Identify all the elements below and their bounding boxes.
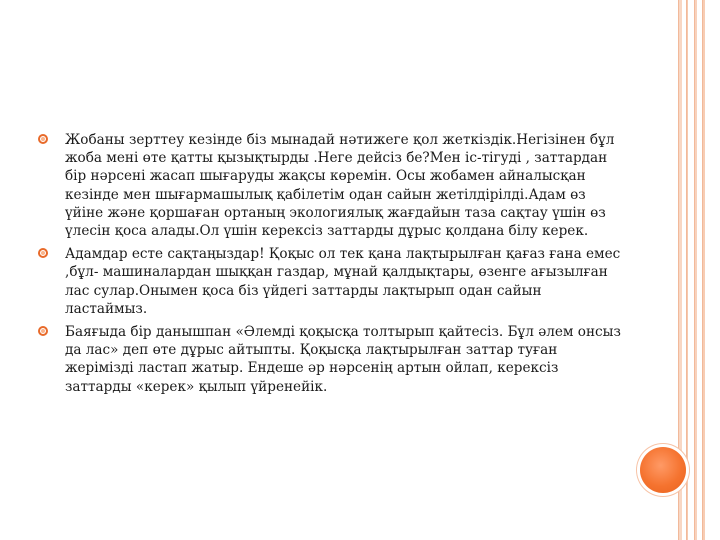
bullet-text: Жобаны зерттеу кезінде біз мынадай нәтижеге қол жеткіздік.Негізінен бұл жоба мені өте қатты қызықтырды .Неге дейсіз бе?Мен іс-тігуді , заттардан бір нәрсені жасап шығаруды жақсы көремін. Осы жобамен айналысқан кезінде мен шығармашылық қабілетім одан сайын жетілдірілді.Адам өз үйіне және қоршаған ортаның экологиялық жағдайын таза сақтау үшін өз үлесін қоса алады.Ол үшін керексіз заттарды дұрыс қолдана білу керек. bbox=[65, 132, 615, 240]
bullet-text: Адамдар есте сақтаңыздар! Қоқыс ол тек қана лақтырылған қағаз ғана емес ,бұл- машиналардан шыққан газдар, мұнай қалдықтары, өзенге ағызылған лас сулар.Онымен қоса біз үйдегі заттарды лақтырып одан сайын ластаймыз. bbox=[65, 246, 621, 317]
bullet-item bbox=[38, 245, 628, 318]
decorative-orange-circle bbox=[640, 447, 686, 493]
slide-body bbox=[38, 131, 628, 401]
bullet-text: Баяғыда бір данышпан «Әлемді қоқысқа толтырып қайтесіз. Бұл әлем онсыз да лас» деп өте дұрыс айтыпты. Қоқысқа лақтырылған заттар туған жерімізді ластап жатыр. Ендеше әр нәрсенің артын ойлап, керексіз заттарды «керек» қылып үйренейік. bbox=[65, 324, 621, 395]
ring-bullet-icon bbox=[38, 248, 48, 258]
ring-bullet-icon bbox=[38, 326, 48, 336]
bullet-item bbox=[38, 131, 628, 240]
ring-bullet-icon bbox=[38, 134, 48, 144]
bullet-item bbox=[38, 323, 628, 396]
